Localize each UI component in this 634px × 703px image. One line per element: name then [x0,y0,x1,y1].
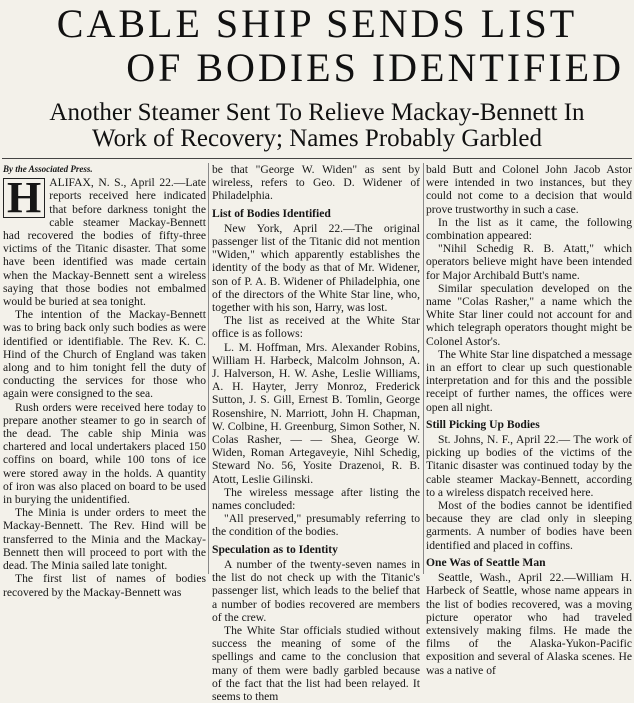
paragraph: Most of the bodies cannot be identified because they are clad only in sleeping garments. A number of bodies have been identified and placed in coffins. [426,499,632,552]
paragraph: The first list of names of bodies recovered by the Mackay-Bennett was [3,572,206,599]
section-subhead: Speculation as to Identity [212,542,338,556]
article-column-2 [212,163,420,703]
subheadline-line-1: Another Steamer Sent To Relieve Mackay-Bennett In [49,99,585,126]
paragraph: In the list as it came, the following combination appeared: [426,215,632,243]
byline: By the Associated Press. [3,164,93,174]
paragraph: Similar speculation developed on the name "Colas Rasher," a name which the White Star liner could not account for and which telegraph operators thought might be Colonel Astor's. [426,281,632,348]
column-divider [208,163,209,574]
column-divider [423,163,424,574]
paragraph: The White Star officials studied without success the meaning of some of the spellings and came to the conclusion that many of them were badly garbled because of the fact that the list had been relayed. It seems to them [212,623,420,703]
paragraph: bald Butt and Colonel John Jacob Astor were intended in two instances, but they could not come to a decision that would prove trustworthy in such a case. [426,163,632,216]
paragraph: Rush orders were received here today to prepare another steamer to go in search of the dead. The cable ship Minia was chartered and local undertakers placed 150 coffins on board, while 100 tons of ice were stored away in the holds. A quantity of iron was also placed on board to be used in burying the unidentified. [3,400,206,507]
section-subhead: List of Bodies Identified [212,206,331,220]
paragraph: The wireless message after listing the names concluded: [212,485,420,513]
paragraph: The list as received at the White Star office is as follows: [212,314,420,341]
paragraph: St. Johns, N. F., April 22.— The work of picking up bodies of the victims of the Titanic disaster was continued today by the cable steamer Mackay-Bennett, according to a wireless dispatch received here. [426,433,632,499]
paragraph: The intention of the Mackay-Bennett was to bring back only such bodies as were identified or identifiable. The Rev. K. C. Hind of the Church of England was taken along and to him tonight fell the duty of conducting the services for those who again were consigned to the sea. [3,308,206,401]
section-subhead: Still Picking Up Bodies [426,417,540,431]
paragraph: A number of the twenty-seven names in the list do not check up with the Titanic's passenger list, which leads to the belief that a number of bodies recovered are members of the crew. [212,557,420,624]
paragraph: "All preserved," presumably referring to the condition of the bodies. [212,512,420,539]
top-rule [2,158,632,159]
lead-paragraph: H ALIFAX, N. S., April 22.—Late reports received here indicated that before darkness tonight the cable steamer Mackay-Bennett had recovered the bodies of fifty-three victims of the Titanic disaster. That some have been identified was made certain when the Mackay-Bennett sent a wireless saying that those bodies not embalmed would be buried at sea tonight. [3,173,206,309]
paragraph: L. M. Hoffman, Mrs. Alexander Robins, William H. Harbeck, Malcolm Johnson, A. J. Halverson, H. W. Ashe, Leslie Williams, A. H. Hayter, Jerry Monroz, Frederick Sutton, J. S. Gill, Ernest B. Tomlin, George Rosenshire, N. Marriott, John H. Chapman, W. Colbine, H. Greenburg, Simon Sother, N. Colas Rasher, — — Shea, George W. Widen, Roman Artegaveyie, Nihl Schedig, Steward No. 56, Yosite Drazenoi, R. B. Atott, Leslie Gilinski. [212,340,420,486]
drop-cap: H [3,178,45,218]
paragraph: "Nihil Schedig R. B. Atatt," which operators believe might have been intended for Major Archibald Butt's name. [426,242,632,282]
headline-line-1: CABLE SHIP SENDS LIST [56,1,578,46]
article-column-1 [3,163,206,599]
subheadline-line-2: Work of Recovery; Names Probably Garbled [92,125,542,152]
paragraph: New York, April 22.—The original passenger list of the Titanic did not mention "Widen," which apparently establishes the identity of the body as that of Mr. Widener, son of P. A. B. Widener of Philadelphia, one of the directors of the White Star line, who, together with his son, Harry, was lost. [212,221,420,315]
paragraph: The Minia is under orders to meet the Mackay-Bennett. The Rev. Hind will be transferred to the Minia and the Mackay-Bennett then will proceed to port with the dead. The Minia sailed late tonight. [3,506,206,573]
paragraph: be that "George W. Widen" as sent by wireless, refers to Geo. D. Widener of Philadelphia. [212,163,420,203]
article-column-3 [426,163,632,677]
section-subhead: One Was of Seattle Man [426,555,546,569]
headline-line-2: OF BODIES IDENTIFIED [126,45,624,90]
paragraph: The White Star line dispatched a message in an effort to clear up such questionable interpretation and for this and the possible receipt of further names, the offices were open all night. [426,347,632,414]
paragraph: Seattle, Wash., April 22.—William H. Harbeck of Seattle, whose name appears in the list of bodies recovered, was a moving picture operator who had traveled extensively making films. He made the films of the Alaska-Yukon-Pacific exposition and several of Alaska scenes. He was a native of [426,571,632,677]
